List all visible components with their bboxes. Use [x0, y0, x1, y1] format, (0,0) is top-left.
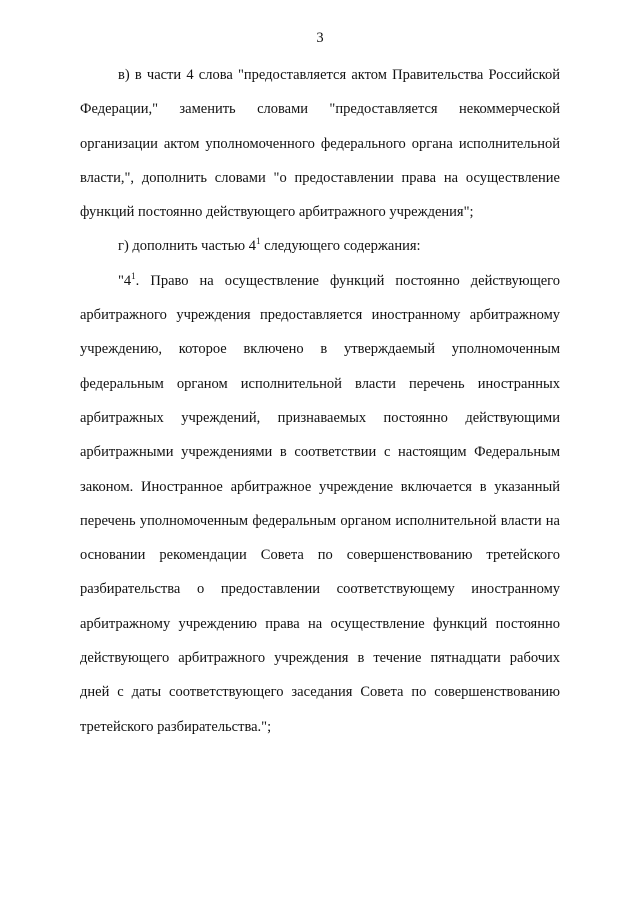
paragraph-v-text: в) в части 4 слова "предоставляется актом Правительства Российской Федерации," заменить словами "предоставляется некоммерческой организации актом уполномоченного федерального органа исполнительной власти,", дополнить словами "о предоставлении права на осуществление функций постоянно действующего арбитражного учреждения"; [80, 67, 560, 221]
paragraph-g-superscript: 1 [256, 236, 261, 247]
quoted-part-superscript: 1 [131, 270, 136, 281]
quoted-part-text-start: "4 [118, 272, 132, 289]
quoted-part-4-1 [80, 264, 560, 744]
paragraph-g-text-end: следующего содержания: [260, 238, 421, 255]
quoted-part-text-end: . Право на осуществление функций постоянно действующего арбитражного учреждения предоставляется иностранному арбитражному учреждению, которое включено в утверждаемый уполномоченным федеральным органом исполнительной власти перечень иностранных арбитражных учреждений, признаваемых постоянно действующими арбитражными учреждениями в соответствии с настоящим Федеральным законом. Иностранное арбитражное учреждение включается в указанный перечень уполномоченным федеральным органом исполнительной власти на основании рекомендации Совета по совершенствованию третейского разбирательства о предоставлении соответствующему иностранному арбитражному учреждению права на осуществление функций постоянно действующего арбитражного учреждения в течение пятнадцати рабочих дней с даты соответствующего заседания Совета по совершенствованию третейского разбирательства."; [80, 272, 560, 735]
document-body [80, 58, 560, 744]
paragraph-g [80, 229, 560, 263]
paragraph-v [80, 58, 560, 229]
page-number: 3 [316, 30, 324, 46]
paragraph-g-text-start: г) дополнить частью 4 [118, 238, 256, 255]
